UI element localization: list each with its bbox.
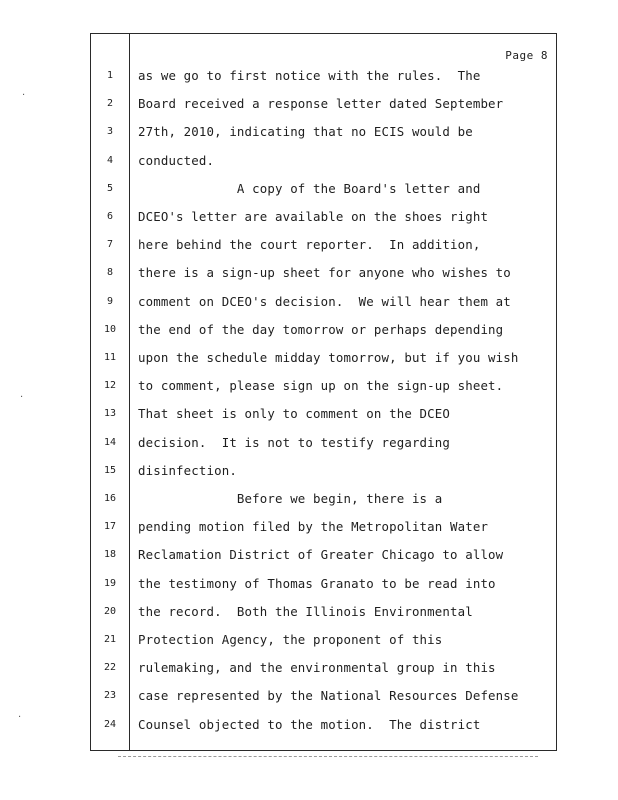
transcript-line: disinfection. <box>138 462 237 478</box>
line-number: 17 <box>103 521 117 533</box>
line-number: 7 <box>106 239 114 251</box>
transcript-line: rulemaking, and the environmental group in this <box>138 660 496 676</box>
scan-streak <box>118 756 538 757</box>
line-number: 21 <box>103 634 117 645</box>
transcript-line: the record. Both the Illinois Environmental <box>138 603 473 619</box>
transcript-line: upon the schedule midday tomorrow, but if you wish <box>138 350 519 365</box>
line-number: 22 <box>103 662 117 674</box>
line-number: 4 <box>106 154 114 166</box>
transcript-line: Protection Agency, the proponent of this <box>138 632 443 647</box>
line-number: 18 <box>103 549 117 561</box>
line-number: 19 <box>103 577 117 589</box>
transcript-line: decision. It is not to testify regarding <box>138 434 451 450</box>
page-number: Page 8 <box>505 49 548 62</box>
line-number: 5 <box>106 182 114 194</box>
line-number: 11 <box>103 352 117 363</box>
line-number: 20 <box>103 605 117 617</box>
line-number: 3 <box>106 126 114 138</box>
line-number: 24 <box>103 718 117 730</box>
transcript-line: the end of the day tomorrow or perhaps depending <box>138 321 504 337</box>
transcript-line: here behind the court reporter. In addition, <box>138 237 481 253</box>
scan-speck: · <box>18 712 22 723</box>
scan-speck: · <box>20 392 24 403</box>
line-number: 10 <box>103 323 117 335</box>
transcript-line: A copy of the Board's letter and <box>138 180 481 196</box>
line-number: 12 <box>103 380 117 392</box>
line-number: 1 <box>106 70 114 81</box>
line-number: 9 <box>106 295 114 307</box>
transcript-line: to comment, please sign up on the sign-up sheet. <box>138 378 504 394</box>
transcript-line: That sheet is only to comment on the DCEO <box>138 406 451 422</box>
line-number: 2 <box>106 98 114 110</box>
transcript-line: Counsel objected to the motion. The district <box>138 716 481 732</box>
transcript-line: Reclamation District of Greater Chicago to allow <box>138 547 504 563</box>
transcript-line: 27th, 2010, indicating that no ECIS would be <box>138 124 473 140</box>
transcript-line: the testimony of Thomas Granato to be read into <box>138 575 496 591</box>
line-number: 13 <box>103 408 117 420</box>
line-number: 8 <box>106 267 114 279</box>
transcript-line: Before we begin, there is a <box>138 491 443 506</box>
transcript-line: as we go to first notice with the rules. The <box>138 68 481 83</box>
transcript-line: there is a sign-up sheet for anyone who wishes to <box>138 265 511 281</box>
line-number: 15 <box>103 464 117 476</box>
line-number: 23 <box>103 690 117 702</box>
scan-speck: · <box>22 90 26 101</box>
transcript-line: Board received a response letter dated September <box>138 96 504 112</box>
transcript-line: conducted. <box>138 152 215 168</box>
transcript-line: comment on DCEO's decision. We will hear them at <box>138 293 511 309</box>
transcript-line: DCEO's letter are available on the shoes right <box>138 209 489 224</box>
line-number: 16 <box>103 493 117 504</box>
transcript-line: case represented by the National Resources Defense <box>138 688 519 704</box>
line-number: 6 <box>106 211 114 222</box>
line-number: 14 <box>103 436 117 448</box>
line-number-margin-rule <box>129 33 130 751</box>
transcript-line: pending motion filed by the Metropolitan Water <box>138 519 489 535</box>
